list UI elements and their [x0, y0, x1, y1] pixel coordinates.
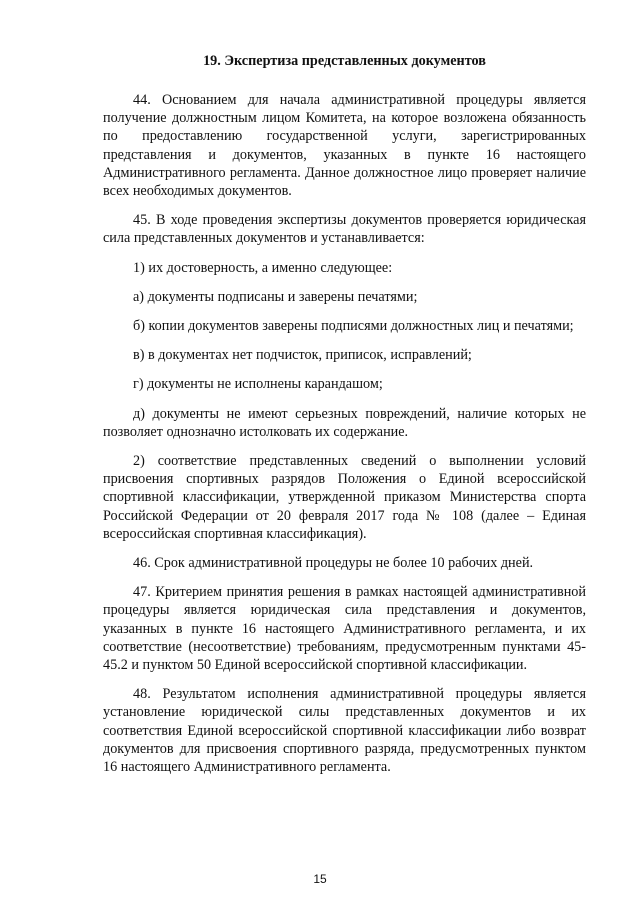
paragraph-47: 47. Критерием принятия решения в рамках настоящей административной процедуры является юридическая сила представления и документов, указанных в пункте 16 настоящего Административного регламента, и их соответствие (несоответствие) требованиям, предусмотренным пунктами 45-45.2 и пунктом 50 Единой всероссийской спортивной классификации.	[103, 584, 586, 674]
paragraph-45-1: 1) их достоверность, а именно следующее:	[133, 259, 393, 276]
paragraph-48: 48. Результатом исполнения административной процедуры является установление юридической силы представленных документов и их соответствия Единой всероссийской спортивной классификации либо возврат документов для присвоения спортивного разряда, предусмотренных пунктом 16 настоящего Административного регламента.	[103, 686, 586, 776]
section-heading: 19. Экспертиза представленных документов	[203, 53, 486, 69]
paragraph-45-1-d: д) документы не имеют серьезных повреждений, наличие которых не позволяет однозначно истолковать их содержание.	[103, 405, 586, 440]
paragraph-45-1-v: в) в документах нет подчисток, приписок, исправлений;	[133, 347, 472, 364]
paragraph-45-1-a: а) документы подписаны и заверены печатями;	[133, 288, 418, 305]
paragraph-45-2: 2) соответствие представленных сведений о выполнении условий присвоения спортивных разрядов Положения о Единой всероссийской спортивной классификации, утвержденной приказом Министерства спорта Российской Федерации от 20 февраля 2017 года № 108 (далее – Единая всероссийская спортивная классификация).	[103, 453, 586, 542]
paragraph-44: 44. Основанием для начала административной процедуры является получение должностным лицом Комитета, на которое возложена обязанность по предоставлению государственной услуги, зарегистрированных представления и документов, указанных в пункте 16 настоящего Административного регламента. Данное должностное лицо проверяет наличие всех необходимых документов.	[103, 92, 586, 200]
paragraph-45-1-g: г) документы не исполнены карандашом;	[133, 376, 383, 393]
document-page	[103, 52, 586, 787]
paragraph-45: 45. В ходе проведения экспертизы документов проверяется юридическая сила представленных документов и устанавливается:	[103, 212, 586, 247]
paragraph-46: 46. Срок административной процедуры не более 10 рабочих дней.	[133, 555, 534, 572]
page-number: 15	[313, 872, 327, 886]
paragraph-45-1-b: б) копии документов заверены подписями должностных лиц и печатями;	[133, 318, 574, 335]
